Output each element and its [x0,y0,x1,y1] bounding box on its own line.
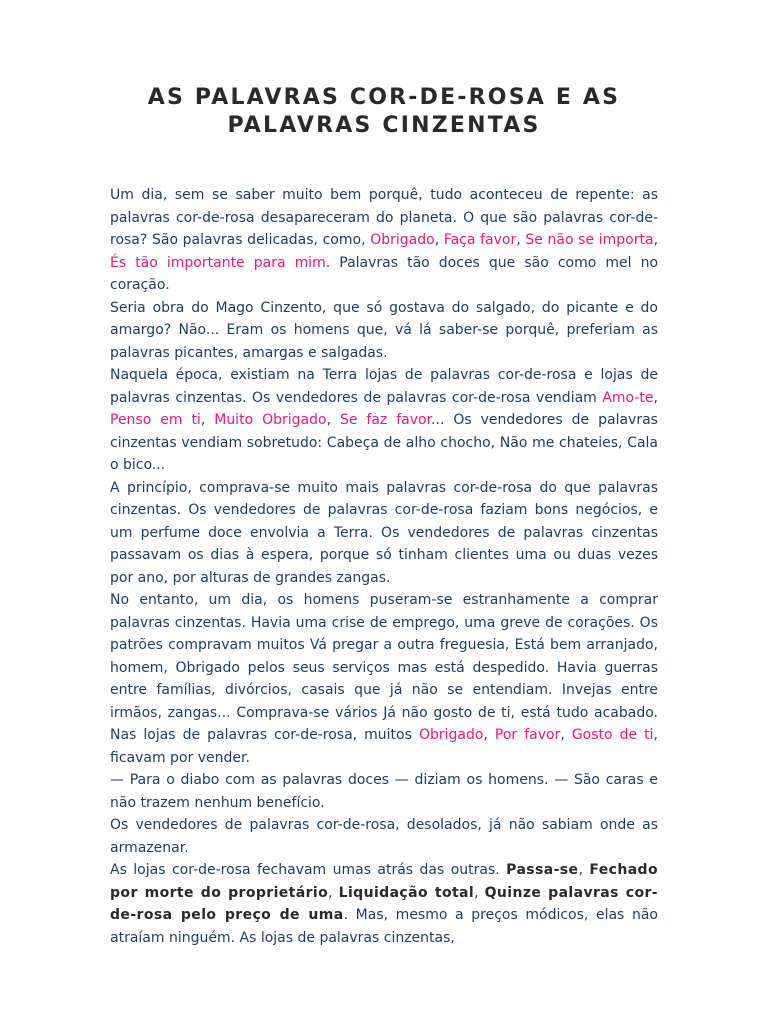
text-run: , [560,727,572,743]
bold-phrase: Quinze palavras cor-de-rosa pelo preço de uma [110,884,658,923]
highlighted-phrase: Gosto de ti [571,727,654,743]
text-run: , [483,727,495,743]
bold-phrase: Fechado por morte do proprietário [110,862,658,901]
text-run: , [516,232,526,248]
paragraph [110,859,658,949]
highlighted-phrase: Faça favor [443,232,517,248]
text-run: Os vendedores de palavras cor-de-rosa, desolados, já não sabiam onde as armazenar. [110,817,658,856]
text-run: , [328,884,339,901]
bold-phrase: Liquidação total [338,884,475,901]
text-run: , [578,862,590,878]
bold-phrase: Passa-se [506,862,579,878]
highlighted-phrase: Penso em ti [110,412,201,428]
text-run: No entanto, um dia, os homens puseram-se estranhamente a comprar palavras cinzentas. Havia uma crise de emprego, uma greve de corações. Os patrões compravam muitos Vá pregar a outra freguesia, Está bem arranjado, homem, Obrigado pelos seus serviços mas está despedido. Havia guerras entre famílias, divórcios, casais que já não se entendiam. Invejas entre irmãos, zangas... Comprava-se vários Já não gosto de ti, está tudo acabado. Nas lojas de palavras cor-de-rosa, muitos [110,592,658,743]
text-run: . Mas, mesmo a preços módicos, elas não atraíam ninguém. As lojas de palavras cinzentas, [110,907,658,946]
paragraph [110,297,658,365]
paragraph [110,589,658,769]
highlighted-phrase: Obrigado [370,232,435,248]
paragraph [110,477,658,590]
paragraph [110,769,658,814]
highlighted-phrase: És tão importante para mim [110,254,326,271]
text-run: . Palavras tão doces que são como mel no coração. [110,254,659,293]
highlighted-phrase: Se não se importa [525,232,654,248]
document-title: AS PALAVRAS COR-DE-ROSA E AS PALAVRAS CINZENTAS [147,85,621,138]
text-run: ... Os vendedores de palavras cinzentas vendiam sobretudo: Cabeça de alho chocho, Não me chateies, Cala o bico... [110,412,658,473]
highlighted-phrase: Se faz favor [339,412,432,428]
text-run: — Para o diabo com as palavras doces — diziam os homens. — São caras e não trazem nenhum benefício. [110,772,658,811]
text-run: A princípio, comprava-se muito mais palavras cor-de-rosa do que palavras cinzentas. Os vendedores de palavras cor-de-rosa faziam bons negócios, e um perfume doce envolvia a Terra. Os vendedores de palavras cinzentas passavam os dias à espera, porque só tinham clientes uma ou duas vezes por ano, por alturas de grandes zangas. [110,479,658,586]
highlighted-phrase: Amo-te [602,389,654,406]
text-run: , [653,232,659,248]
text-run: Seria obra do Mago Cinzento, que só gostava do salgado, do picante e do amargo? Não... Eram os homens que, vá lá saber-se porquê, preferiam as palavras picantes, amargas e salgadas. [110,299,658,361]
paragraph [110,184,658,297]
document-body [110,184,658,949]
text-run: , [326,412,340,428]
text-run: Um dia, sem se saber muito bem porquê, tudo aconteceu de repente: as palavras cor-de-rosa desapareceram do planeta. O que são palavras cor-de-rosa? São palavras delicadas, como, [110,187,658,248]
highlighted-phrase: Muito Obrigado [214,412,327,428]
text-run: , ficavam por vender. [110,727,658,766]
text-run: , [474,884,485,901]
highlighted-phrase: Obrigado [418,727,484,743]
text-run: , [200,412,215,428]
paragraph [110,364,658,477]
highlighted-phrase: Por favor [494,727,561,743]
text-run: , [434,232,444,248]
text-run: , [653,389,658,406]
text-run: As lojas cor-de-rosa fechavam umas atrás das outras. [110,862,507,878]
text-run: Naquela época, existiam na Terra lojas de palavras cor-de-rosa e lojas de palavras cinzentas. Os vendedores de palavras cor-de-rosa vendiam [110,367,658,406]
paragraph [110,814,658,859]
